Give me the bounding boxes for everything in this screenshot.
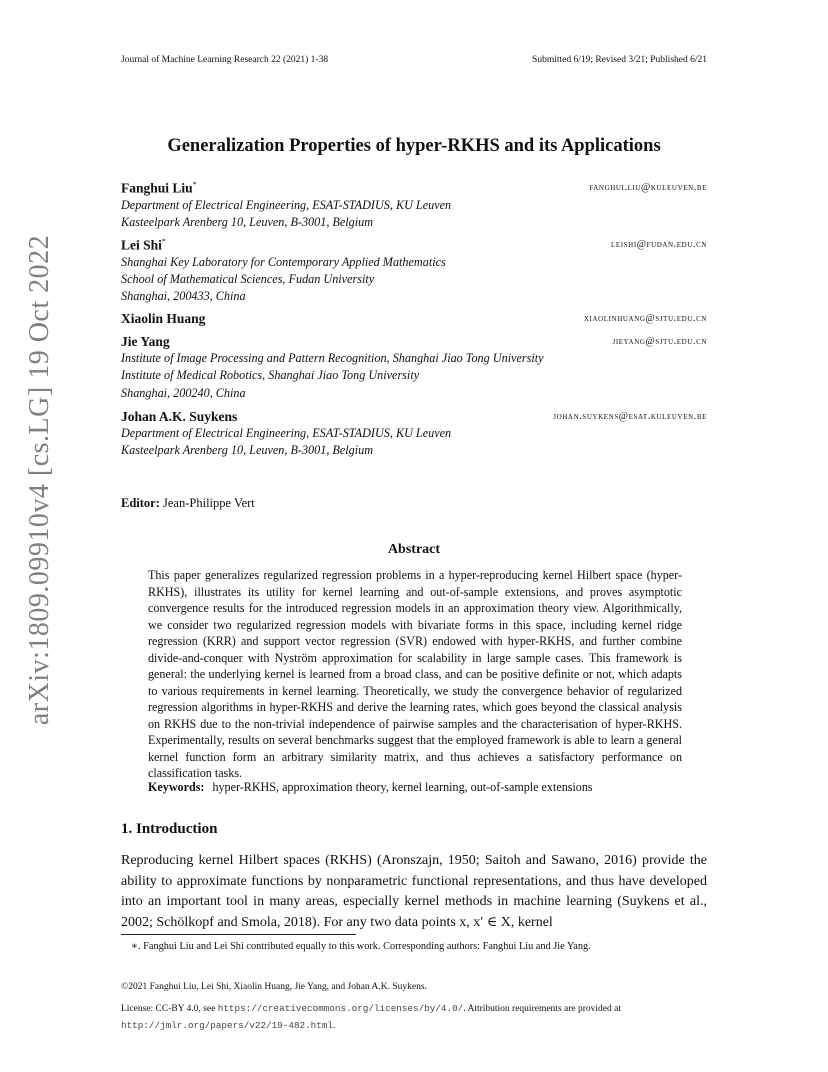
submission-dates: Submitted 6/19; Revised 3/21; Published 6/21 (532, 55, 707, 65)
arxiv-stamp-text: arXiv:1809.09910v4 [cs.LG] 19 Oct 2022 (24, 234, 55, 726)
author-email[interactable]: fanghui.liu@kuleuven.be (589, 182, 707, 193)
author-block (121, 311, 707, 327)
section-heading: 1. Introduction (121, 821, 218, 837)
license-line: License: CC-BY 4.0, see https://creativecommons.org/licenses/by/4.0/. Attribution requirements are provided at http://jmlr.org/papers/v22/19-482.html. (121, 1003, 621, 1031)
author-email[interactable]: xiaolinhuang@sjtu.edu.cn (583, 313, 707, 324)
copyright-line: ©2021 Fanghui Liu, Lei Shi, Xiaolin Huang, Jie Yang, and Johan A.K. Suykens. (121, 982, 427, 992)
editor-line: Editor: Jean-Philippe Vert (121, 496, 255, 510)
footnote-rule (121, 934, 356, 935)
author-name: Xiaolin Huang (121, 311, 206, 326)
paper-title: Generalization Properties of hyper-RKHS and its Applications (167, 136, 661, 156)
author-affiliation: Institute of Image Processing and Pattern Recognition, Shanghai Jiao Tong University Institute of Medical Robotics, Shanghai Jiao Tong University Shanghai, 200240, China (121, 351, 544, 400)
author-block (121, 334, 707, 402)
abstract-text: This paper generalizes regularized regression problems in a hyper-reproducing kernel Hilbert space (hyper-RKHS), illustrates its utility for kernel learning and out-of-sample extensions, and proves asymptotic convergence results for the introduced regression models in an approximation theory view. Algorithmically, we consider two regularized regression models with bivariate forms in this space, including kernel ridge regression (KRR) and support vector regression (SVR) endowed with hyper-RKHS, and further combine divide-and-conquer with Nyström approximation for scalability in large sample cases. This framework is general: the underlying kernel is learned from a broad class, and can be positive definite or not, which adapts to various requirements in kernel learning. Theoretically, we study the convergence behavior of regularized regression algorithms in hyper-RKHS and derive the learning rates, which goes beyond the classical analysis on RKHS due to the non-trivial independence of pairwise samples and the characterisation of hyper-RKHS. Experimentally, results on several benchmarks suggest that the employed framework is able to learn a general kernel function form an arbitrary similarity matrix, and thus achieves a satisfactory performance on classification tasks. (148, 568, 682, 780)
intro-paragraph: Reproducing kernel Hilbert spaces (RKHS) (Aronszajn, 1950; Saitoh and Sawano, 2016) provide the ability to approximate functions by nonparametric functional representations, and thus have developed into an important tool in many areas, especially kernel methods in machine learning (Suykens et al., 2002; Schölkopf and Smola, 2018). For any two data points x, x′ ∈ X, kernel (121, 853, 707, 930)
author-name: Johan A.K. Suykens (121, 409, 238, 424)
author-name: Fanghui Liu* (121, 180, 197, 196)
author-affiliation: Department of Electrical Engineering, ESAT-STADIUS, KU Leuven Kasteelpark Arenberg 10, Leuven, B-3001, Belgium (121, 426, 452, 458)
author-affiliation: Department of Electrical Engineering, ESAT-STADIUS, KU Leuven Kasteelpark Arenberg 10, Leuven, B-3001, Belgium (121, 197, 452, 229)
author-mark: * (192, 180, 197, 189)
author-block (121, 237, 707, 305)
paper-url[interactable]: http://jmlr.org/papers/v22/19-482.html (121, 1019, 334, 1031)
author-affiliation: Shanghai Key Laboratory for Contemporary Applied Mathematics School of Mathematical Sciences, Fudan University Shanghai, 200433, China (121, 254, 446, 304)
footnote: ∗. Fanghui Liu and Lei Shi contributed equally to this work. Corresponding authors: Fanghui Liu and Jie Yang. (131, 941, 591, 952)
author-email[interactable]: jieyang@sjtu.edu.cn (612, 336, 707, 347)
editor-name: Jean-Philippe Vert (163, 496, 255, 510)
license-url[interactable]: https://creativecommons.org/licenses/by/4.0/ (217, 1003, 464, 1014)
keywords: hyper-RKHS, approximation theory, kernel learning, out-of-sample extensions (212, 780, 593, 794)
keywords-line: Keywords: hyper-RKHS, approximation theory, kernel learning, out-of-sample extensions (148, 780, 593, 794)
author-email[interactable]: johan.suykens@esat.kuleuven.be (553, 411, 707, 422)
author-email[interactable]: leishi@fudan.edu.cn (611, 239, 707, 250)
author-mark: * (161, 237, 166, 246)
author-name: Lei Shi* (121, 237, 166, 253)
author-block (121, 180, 707, 231)
author-block (121, 409, 707, 460)
journal-header: Journal of Machine Learning Research 22 (2021) 1-38 (121, 55, 329, 65)
author-name: Jie Yang (121, 334, 170, 349)
abstract-heading: Abstract (387, 542, 441, 557)
